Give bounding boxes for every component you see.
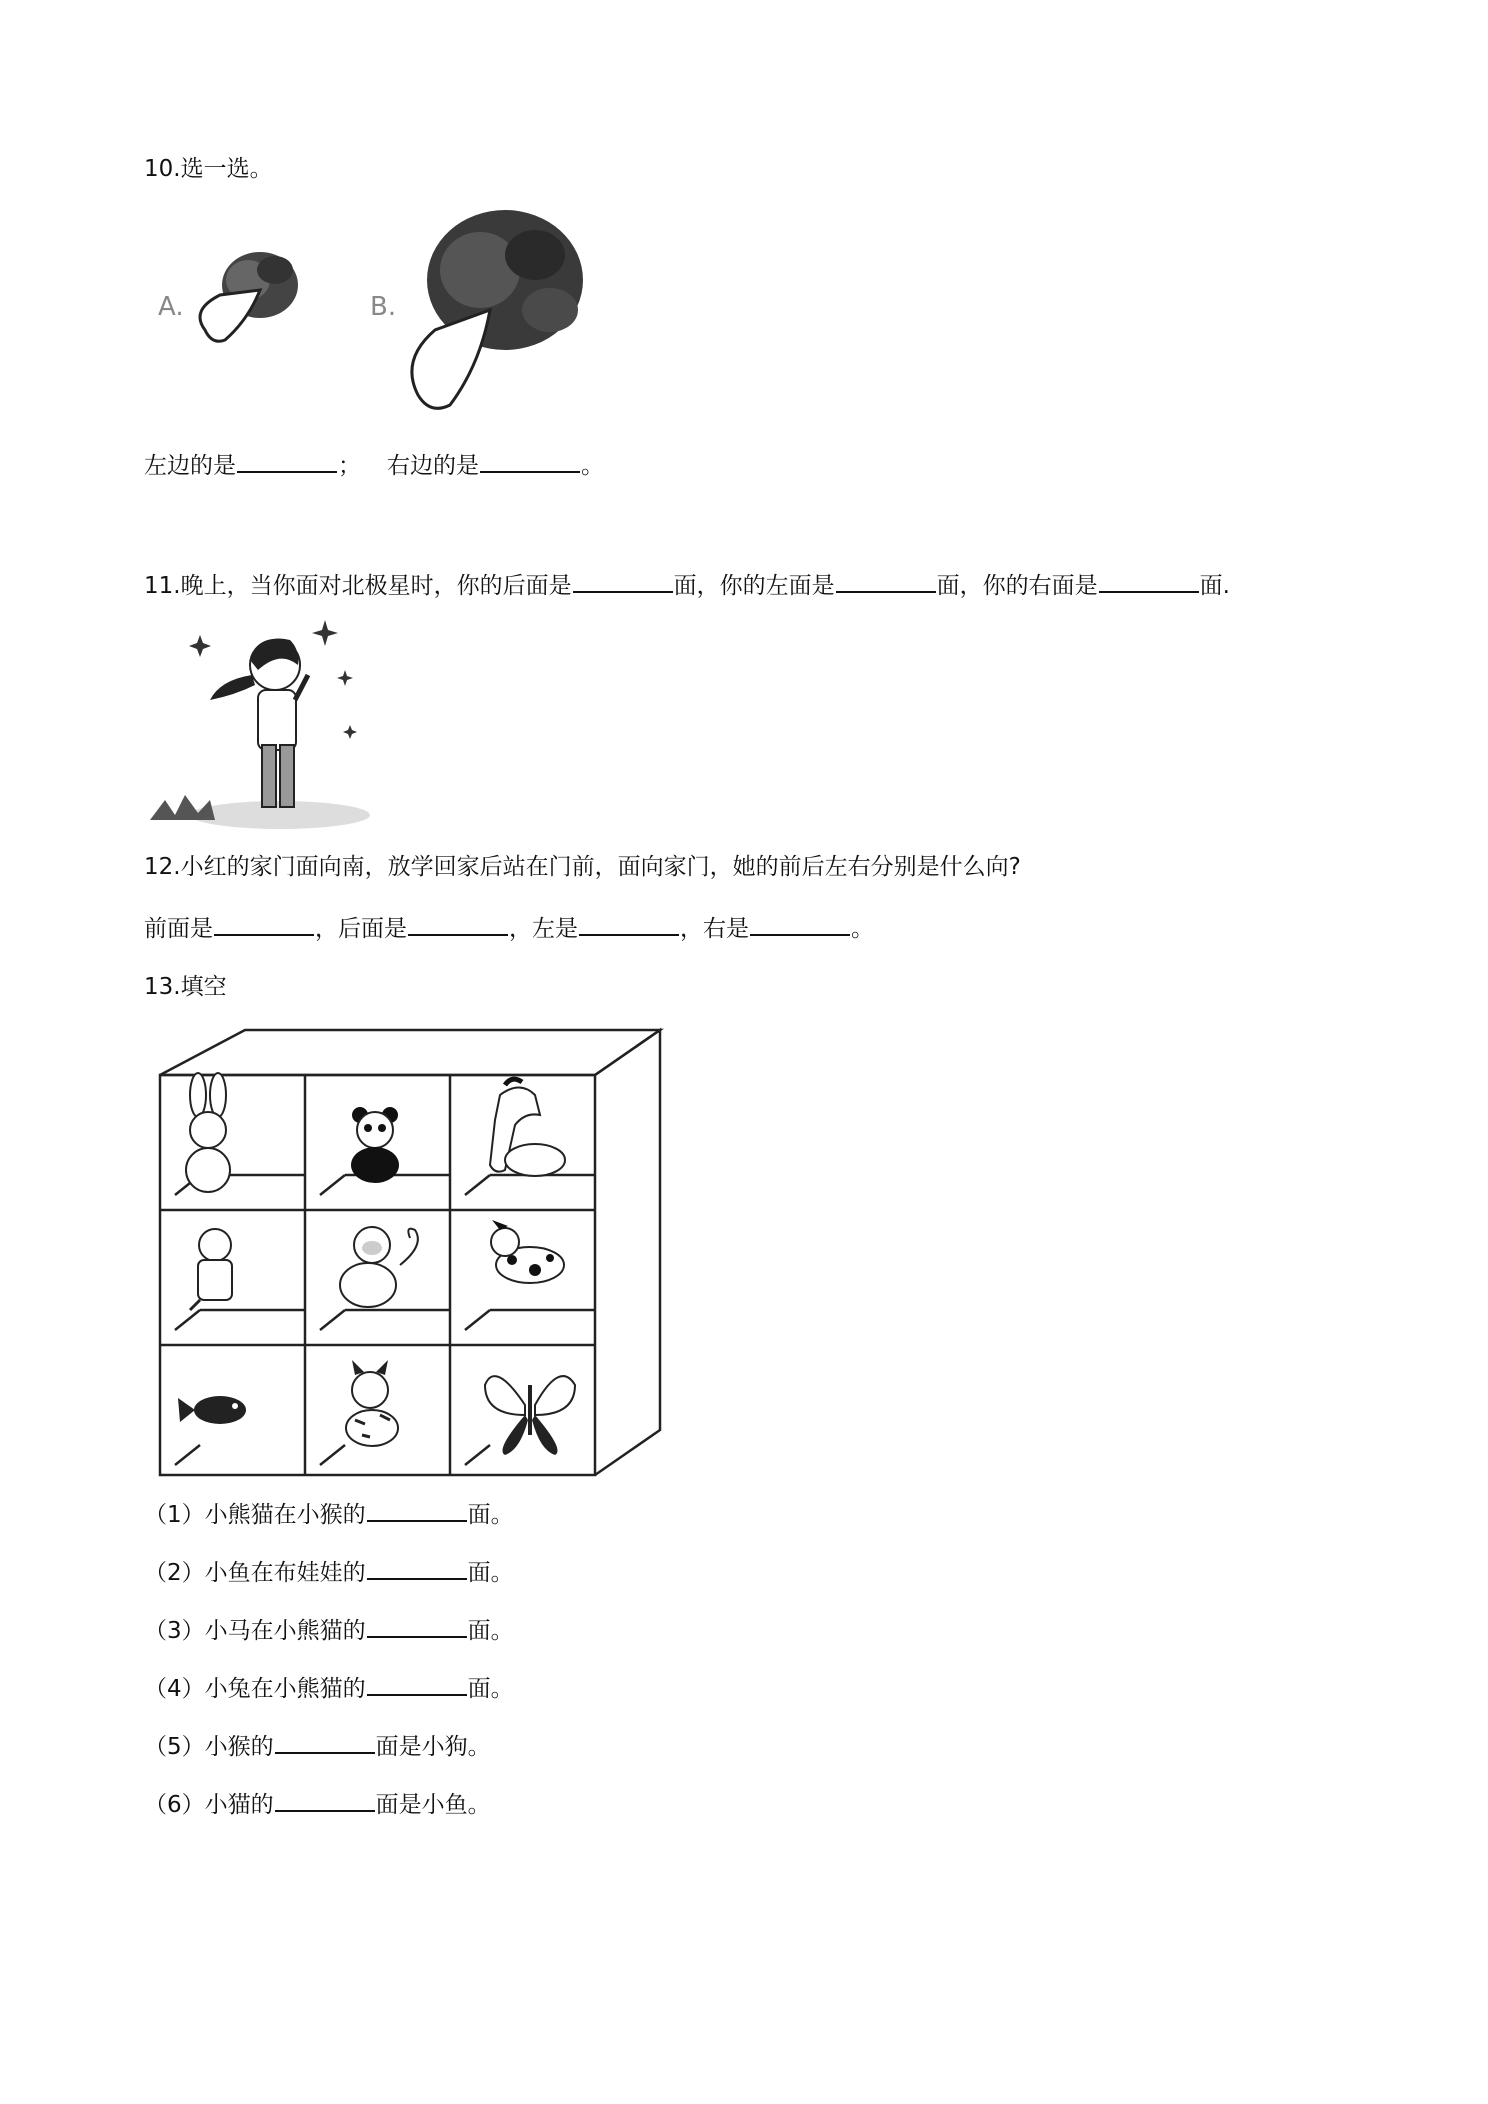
rabbit-icon xyxy=(186,1073,230,1192)
q13-item: （4）小兔在小熊猫的 面。 xyxy=(144,1672,514,1704)
answer-blank[interactable] xyxy=(275,1730,375,1754)
q10-title: 10.选一选。 xyxy=(144,156,273,182)
girl-stargazing-figure xyxy=(140,615,380,835)
cat-icon xyxy=(346,1360,398,1446)
q12-question: 12.小红的家门面向南，放学回家后站在门前，面向家门，她的前后左右分别是什么向? xyxy=(144,854,1021,880)
front-blank[interactable] xyxy=(214,912,314,936)
right-blank[interactable] xyxy=(1099,569,1199,593)
q13-item: （6）小猫的 面是小鱼。 xyxy=(144,1788,491,1820)
right-blank[interactable] xyxy=(480,449,580,473)
option-b-label: B. xyxy=(370,292,397,322)
back-blank[interactable] xyxy=(573,569,673,593)
q13-item: （3）小马在小熊猫的 面。 xyxy=(144,1614,514,1646)
end-mark: 。 xyxy=(581,453,604,479)
q12-answer: 前面是 ，后面是 ，左是 ，右是 。 xyxy=(144,912,874,944)
q11-text: 11.晚上，当你面对北极星时，你的后面是 面，你的左面是 面，你的右面是 面. xyxy=(144,569,1230,601)
q13-item: （5）小猴的 面是小狗。 xyxy=(144,1730,491,1762)
panda-icon xyxy=(351,1107,399,1183)
left-blank[interactable] xyxy=(836,569,936,593)
answer-blank[interactable] xyxy=(367,1614,467,1638)
left-label: 左边的是 xyxy=(144,453,236,479)
answer-blank[interactable] xyxy=(367,1556,467,1580)
q13-item: （1）小熊猫在小猴的 面。 xyxy=(144,1498,514,1530)
horse-icon xyxy=(490,1079,565,1176)
back-blank[interactable] xyxy=(408,912,508,936)
butterfly-icon xyxy=(485,1376,575,1455)
right-blank[interactable] xyxy=(750,912,850,936)
doll-icon xyxy=(190,1229,232,1310)
fish-icon xyxy=(178,1396,246,1424)
shelf-figure xyxy=(140,1020,680,1480)
q13-title: 13.填空 xyxy=(144,974,227,1000)
q13-item: （2）小鱼在布娃娃的 面。 xyxy=(144,1556,514,1588)
monkey-icon xyxy=(340,1227,418,1307)
star-icon xyxy=(189,635,211,657)
separator: ； xyxy=(338,453,361,479)
answer-blank[interactable] xyxy=(275,1788,375,1812)
star-icon xyxy=(337,670,353,686)
animal-shelf-icon xyxy=(140,1020,680,1480)
q10-answer xyxy=(144,449,604,481)
answer-blank[interactable] xyxy=(367,1498,467,1522)
left-blank[interactable] xyxy=(237,449,337,473)
cabbage-icon xyxy=(150,200,600,420)
cabbage-b-stem xyxy=(412,310,490,408)
left-blank[interactable] xyxy=(579,912,679,936)
right-label: 右边的是 xyxy=(387,453,479,479)
star-icon xyxy=(312,620,338,646)
star-icon xyxy=(343,725,357,739)
cabbage-figure xyxy=(150,200,600,420)
dog-icon xyxy=(491,1220,564,1283)
girl-icon xyxy=(140,615,380,835)
answer-blank[interactable] xyxy=(367,1672,467,1696)
option-a-label: A. xyxy=(158,292,184,322)
